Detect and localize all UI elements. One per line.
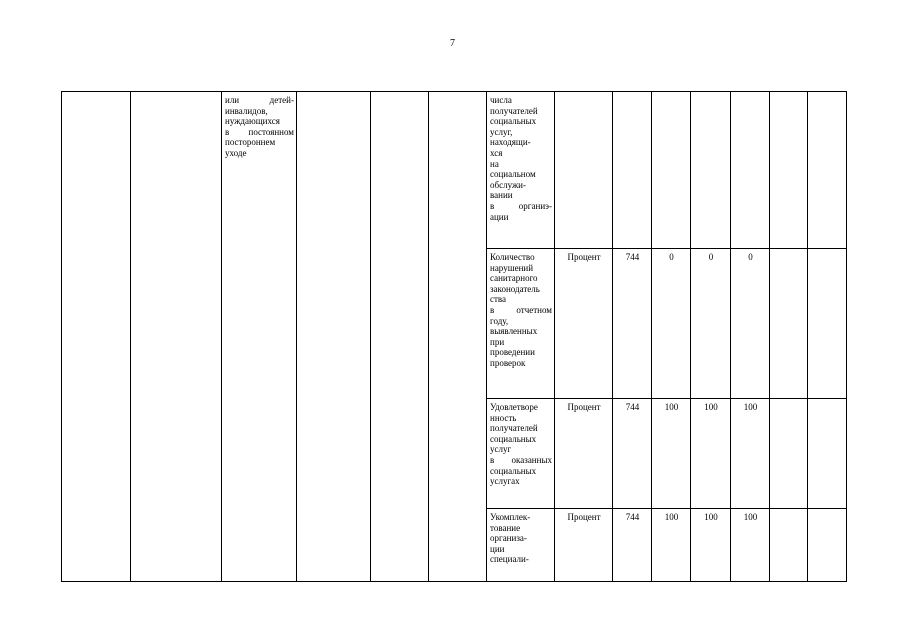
empty-cell xyxy=(808,399,847,509)
table-cell-col5 xyxy=(371,92,429,582)
indicator-line: году, xyxy=(490,315,509,326)
indicator-line: Укомплек- xyxy=(490,512,531,522)
page-number: 7 xyxy=(450,38,455,49)
empty-cell xyxy=(808,509,847,582)
empty-cell xyxy=(770,399,808,509)
indicator-line: услугах xyxy=(490,476,520,487)
empty-cell xyxy=(770,92,808,249)
indicator-line: тование xyxy=(490,522,521,533)
indicator-line: хся xyxy=(490,147,503,158)
unit-cell xyxy=(555,92,613,249)
value-cell-3 xyxy=(731,92,770,249)
indicator-line: организа- xyxy=(490,533,527,544)
indicator-line: ства xyxy=(490,294,507,305)
code-cell: 744 xyxy=(613,399,652,509)
indicator-line: услуг, xyxy=(490,126,513,137)
code-cell xyxy=(613,92,652,249)
service-indicators-table xyxy=(61,91,847,582)
indicator-line: проверок xyxy=(490,357,526,368)
indicator-line: Количество xyxy=(490,252,535,262)
indicator-line: нарушений xyxy=(490,262,534,273)
value-cell-1: 0 xyxy=(652,249,691,399)
indicator-line: в отчетном xyxy=(490,304,552,315)
indicator-line: ации xyxy=(490,211,509,222)
indicator-line: услуг xyxy=(490,444,512,455)
table-row xyxy=(62,92,847,249)
indicator-line: обслужи- xyxy=(490,179,526,190)
unit-cell: Процент xyxy=(555,509,613,582)
value-cell-3: 0 xyxy=(731,249,770,399)
empty-cell xyxy=(808,249,847,399)
indicator-line: выявленных xyxy=(490,326,538,337)
indicator-line: социальных xyxy=(490,465,537,476)
indicator-line: проведении xyxy=(490,347,535,358)
table-cell-col4 xyxy=(297,92,371,582)
value-cell-2: 100 xyxy=(691,399,731,509)
indicator-line: нность xyxy=(490,412,517,423)
indicator-line: социальных xyxy=(490,116,537,127)
unit-cell: Процент xyxy=(555,249,613,399)
table-cell-col6 xyxy=(429,92,487,582)
indicator-line: социальных xyxy=(490,433,537,444)
indicator-line: специали- xyxy=(490,554,529,565)
category-line: нуждающихся xyxy=(225,116,280,127)
value-cell-2: 0 xyxy=(691,249,731,399)
indicator-line: числа xyxy=(490,95,512,105)
value-cell-2: 100 xyxy=(691,509,731,582)
table-cell-col1 xyxy=(62,92,131,582)
indicator-cell xyxy=(487,249,555,399)
value-cell-1: 100 xyxy=(652,509,691,582)
indicator-line: социальном xyxy=(490,169,536,180)
indicator-cell xyxy=(487,509,555,582)
indicator-line: находящи- xyxy=(490,137,531,148)
indicator-line: вании xyxy=(490,190,513,201)
unit-cell: Процент xyxy=(555,399,613,509)
indicator-line: в оказанных xyxy=(490,454,552,465)
indicator-line: получателей xyxy=(490,105,538,116)
indicator-cell xyxy=(487,92,555,249)
table-cell-col2 xyxy=(131,92,222,582)
code-cell: 744 xyxy=(613,509,652,582)
indicator-line: законодатель xyxy=(490,283,540,294)
category-line: постороннем xyxy=(225,137,276,148)
empty-cell xyxy=(808,92,847,249)
indicator-line: на xyxy=(490,158,499,169)
value-cell-3: 100 xyxy=(731,509,770,582)
value-cell-1 xyxy=(652,92,691,249)
value-cell-3: 100 xyxy=(731,399,770,509)
indicator-line: ции xyxy=(490,543,505,554)
indicator-line: санитарного xyxy=(490,273,538,284)
category-cell xyxy=(222,92,297,582)
category-line: в постоянном xyxy=(225,126,294,137)
category-line: или детей- xyxy=(225,95,294,105)
empty-cell xyxy=(770,509,808,582)
value-cell-2 xyxy=(691,92,731,249)
indicator-line: в органиэ- xyxy=(490,200,552,211)
code-cell: 744 xyxy=(613,249,652,399)
empty-cell xyxy=(770,249,808,399)
indicator-line: при xyxy=(490,336,505,347)
indicator-line: Удовлетворе xyxy=(490,402,538,412)
indicator-line: получателей xyxy=(490,423,538,434)
category-line: уходе xyxy=(225,147,247,158)
value-cell-1: 100 xyxy=(652,399,691,509)
indicator-cell xyxy=(487,399,555,509)
category-line: инвалидов, xyxy=(225,105,268,116)
